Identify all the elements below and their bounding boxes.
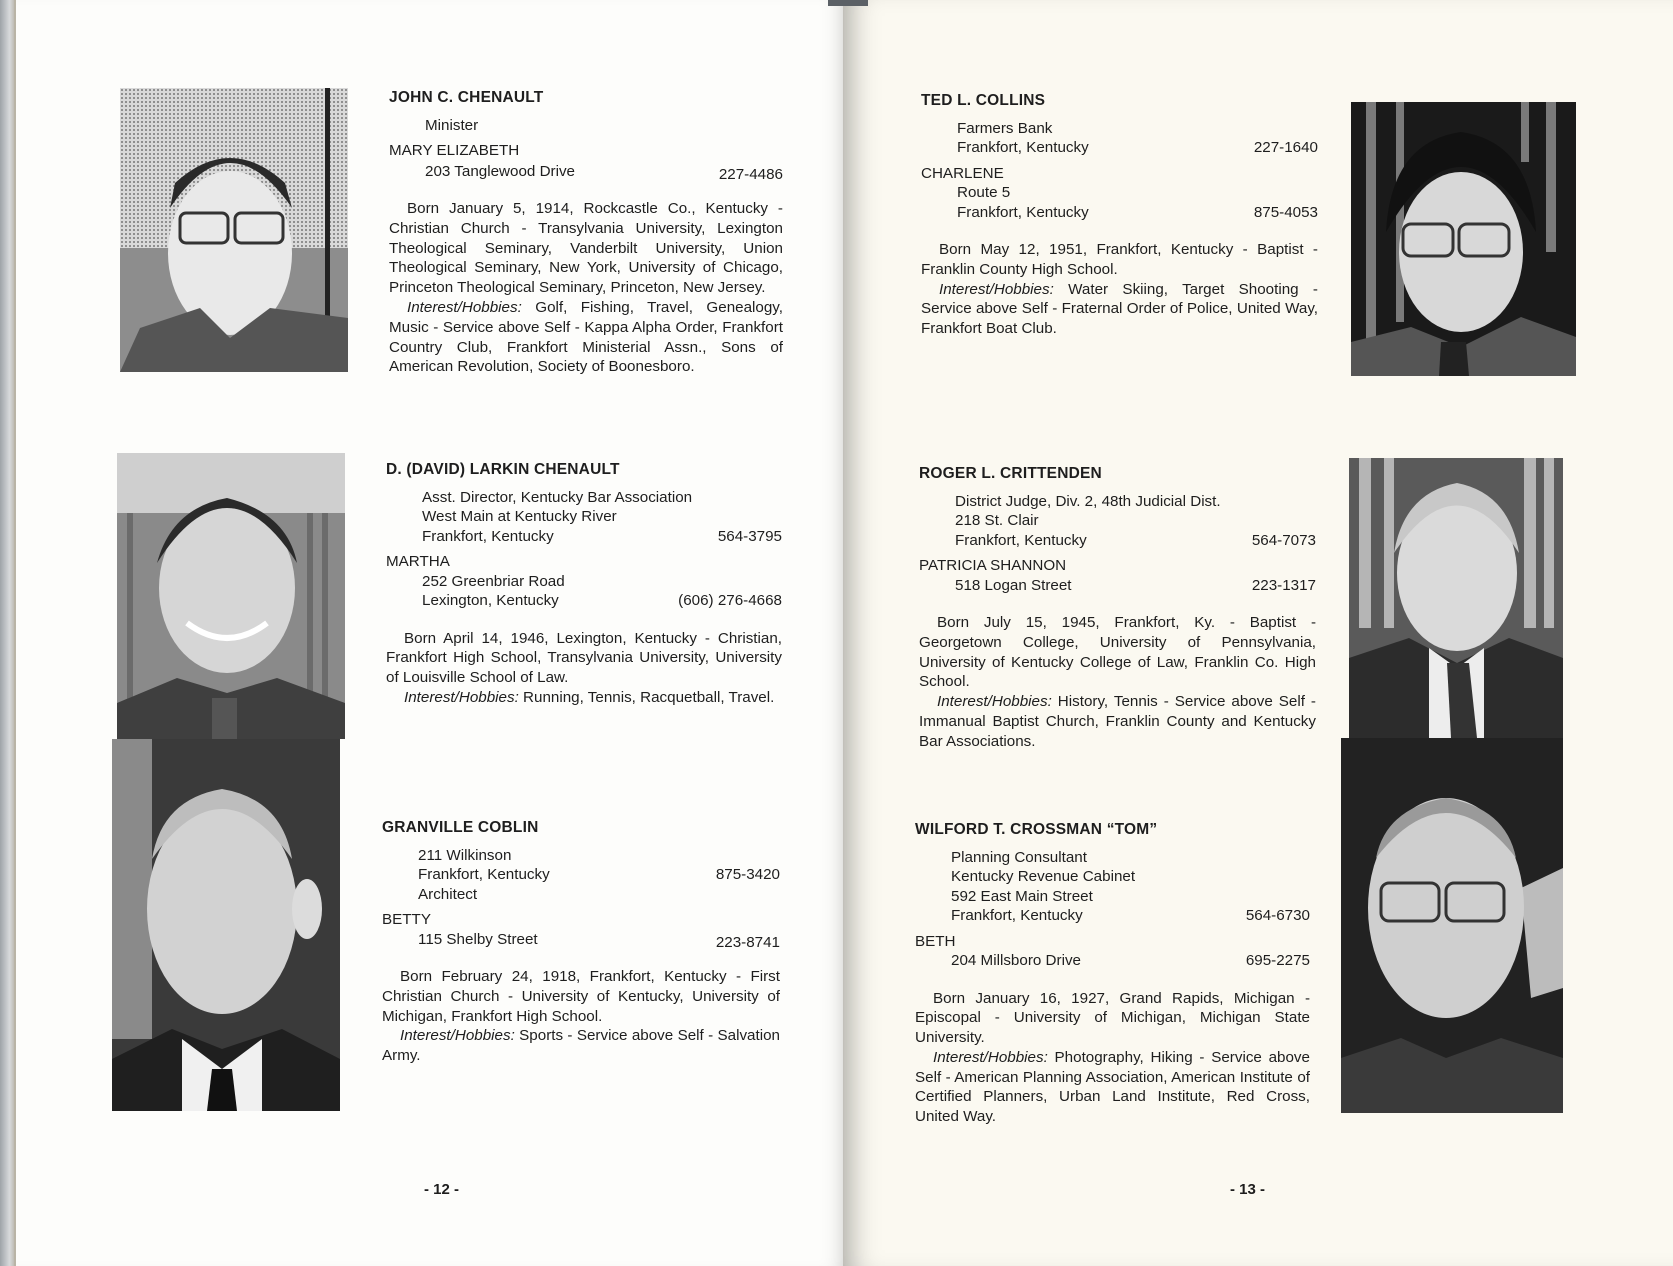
detail-line: District Judge, Div. 2, 48th Judicial Dist. xyxy=(955,492,1221,510)
detail-line: Frankfort, Kentucky 875-3420 xyxy=(418,866,780,883)
spouse-name: MARTHA xyxy=(386,553,450,570)
portrait-photo-roger-crittenden xyxy=(1349,458,1563,738)
spouse-name: PATRICIA SHANNON xyxy=(919,557,1067,574)
detail-line: 211 Wilkinson xyxy=(418,846,512,864)
spouse-address-line: Route 5 xyxy=(957,184,1011,201)
detail-line: Architect xyxy=(418,885,478,903)
spouse-address-line: Frankfort, Kentucky 875-4053 xyxy=(957,203,1318,221)
detail-line: West Main at Kentucky River xyxy=(422,508,617,525)
phone-number: 875-4053 xyxy=(1253,203,1318,221)
phone-number: 875-3420 xyxy=(715,866,780,883)
spouse-address-line: 115 Shelby Street 223-8741 xyxy=(418,930,780,951)
portrait-photo-john-chenault xyxy=(120,88,348,372)
phone-number: 564-7073 xyxy=(1251,531,1316,549)
portrait-photo-granville-coblin xyxy=(112,739,340,1111)
detail-line: Asst. Director, Kentucky Bar Association xyxy=(422,488,693,506)
directory-entry xyxy=(389,88,783,377)
member-name: GRANVILLE COBLIN xyxy=(382,819,539,836)
member-name: D. (DAVID) LARKIN CHENAULT xyxy=(386,461,620,478)
detail-line: Frankfort, Kentucky 227-1640 xyxy=(957,139,1318,156)
portrait-photo-ted-collins xyxy=(1351,102,1576,376)
member-name: ROGER L. CRITTENDEN xyxy=(919,465,1102,482)
biography: Born January 5, 1914, Rockcastle Co., Kentucky - Christian Church - Transylvania University, Lexington Theological Seminary, Vanderbilt University, Union Theological Seminary, New York, University of Chicago, Princeton Theological Seminary, Princeton, New Jersey. Interest/Hobbies: Golf, Fishing, Travel, Genealogy, Music - Service above Self - Kappa Alpha Order, Frankfort Country Club, Frankfort Ministerial Assn., Sons of American Revolution, Society of Boonesboro. xyxy=(389,200,783,376)
phone-number: (606) 276-4668 xyxy=(678,592,782,609)
directory-entry xyxy=(919,464,1316,752)
member-name: WILFORD T. CROSSMAN “TOM” xyxy=(915,821,1158,838)
directory-entry xyxy=(386,460,782,708)
biography: Born July 15, 1945, Frankfort, Ky. - Baptist - Georgetown College, University of Pennsylvania, University of Kentucky College of Law, Franklin Co. High School. Interest/Hobbies: History, Tennis - Service above Self - Immanual Baptist Church, Franklin County and Kentucky Bar Associations. xyxy=(919,614,1316,750)
spouse-address-line: 203 Tanglewood Drive 227-4486 xyxy=(425,162,783,183)
directory-entry xyxy=(921,91,1318,339)
detail-line: Kentucky Revenue Cabinet xyxy=(951,868,1136,885)
biography: Born January 16, 1927, Grand Rapids, Michigan - Episcopal - University of Michigan, Michigan State University. Interest/Hobbies: Photography, Hiking - Service above Self - American Planning Association, American Institute of Certified Planners, Urban Land Institute, Red Cross, United Way. xyxy=(915,989,1310,1126)
spouse-name: BETTY xyxy=(382,911,431,928)
phone-number: 223-8741 xyxy=(715,933,780,951)
member-name: JOHN C. CHENAULT xyxy=(389,89,544,106)
spouse-name: MARY ELIZABETH xyxy=(389,142,520,159)
spouse-address-line: Lexington, Kentucky (606) 276-4668 xyxy=(422,592,782,609)
detail-line: Planning Consultant xyxy=(951,848,1087,866)
gutter-shadow xyxy=(828,0,868,6)
directory-entry xyxy=(382,818,780,1066)
detail-line: Minister xyxy=(425,116,479,134)
portrait-photo-wilford-crossman xyxy=(1341,738,1563,1113)
directory-entry xyxy=(915,820,1310,1127)
page-number: - 13 - xyxy=(1230,1181,1266,1198)
portrait-photo-david-chenault xyxy=(117,453,345,739)
page-number: - 12 - xyxy=(424,1181,460,1198)
member-name: TED L. COLLINS xyxy=(921,92,1046,109)
detail-line: Frankfort, Kentucky 564-3795 xyxy=(422,527,782,545)
phone-number: 227-1640 xyxy=(1253,139,1318,156)
spouse-address-line: 204 Millsboro Drive 695-2275 xyxy=(951,952,1310,969)
phone-number: 695-2275 xyxy=(1245,952,1310,969)
detail-line: Frankfort, Kentucky 564-6730 xyxy=(951,907,1310,924)
biography: Born May 12, 1951, Frankfort, Kentucky - Baptist - Franklin County High School. Interest/Hobbies: Water Skiing, Target Shooting - Service above Self - Fraternal Order of Police, United Way, Frankfort Boat Club. xyxy=(921,241,1318,338)
detail-line: Farmers Bank xyxy=(957,119,1053,137)
spouse-name: CHARLENE xyxy=(921,164,1004,182)
phone-number: 223-1317 xyxy=(1251,576,1316,594)
biography: Born April 14, 1946, Lexington, Kentucky - Christian, Frankfort High School, Transylvania University, University of Louisville School of Law. Interest/Hobbies: Running, Tennis, Racquetball, Travel. xyxy=(386,629,782,706)
detail-line: Frankfort, Kentucky 564-7073 xyxy=(955,531,1316,549)
biography: Born February 24, 1918, Frankfort, Kentucky - First Christian Church - University of Kentucky, University of Michigan, Frankfort High School. Interest/Hobbies: Sports - Service above Self - Salvation Army. xyxy=(382,968,780,1065)
detail-line: 592 East Main Street xyxy=(951,887,1093,905)
detail-line: 218 St. Clair xyxy=(955,512,1039,529)
spouse-address-line: 518 Logan Street 223-1317 xyxy=(955,576,1316,594)
phone-number: 564-6730 xyxy=(1245,907,1310,924)
spouse-name: BETH xyxy=(915,932,956,950)
phone-number: 564-3795 xyxy=(717,527,782,545)
spouse-address-line: 252 Greenbriar Road xyxy=(422,572,565,590)
phone-number: 227-4486 xyxy=(718,165,783,183)
